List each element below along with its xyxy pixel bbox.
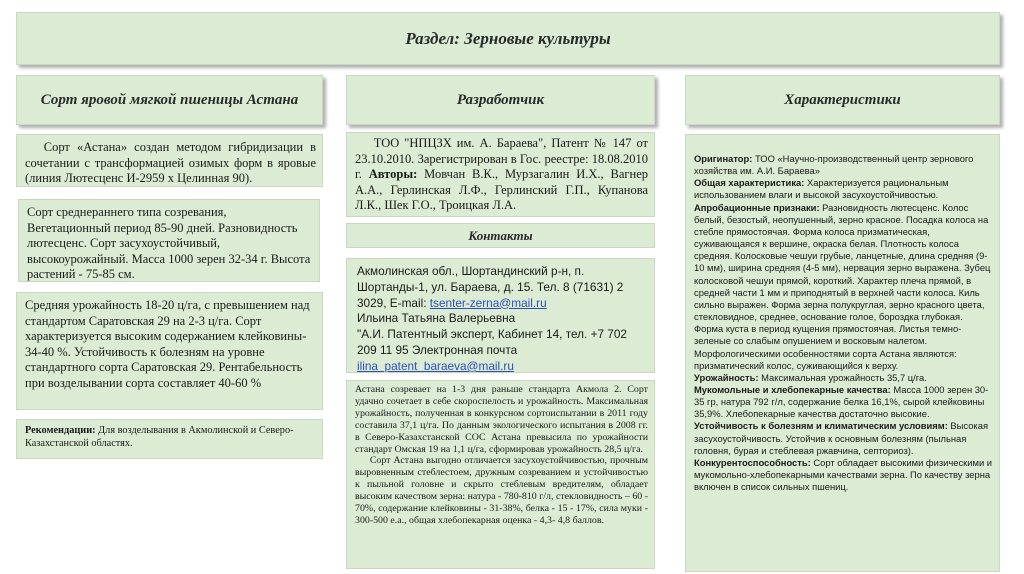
title-banner — [16, 12, 1000, 65]
recommendations-label: Рекомендации: — [25, 425, 96, 436]
char-competitiveness-text: Сорт обладает высокими физическими и мукомольно-хлебопекарными качествами зерна. По качеству зерна включен в список сильных пшениц. — [694, 456, 993, 493]
developer-paragraph — [355, 136, 648, 214]
char-yield-text: Максимальная урожайность 35,7 ц/га. — [758, 371, 927, 383]
yield-box — [16, 292, 323, 410]
characteristics-header — [685, 75, 1000, 125]
developer-title: Разработчик — [456, 91, 545, 108]
contacts-title: Контакты — [468, 227, 533, 243]
char-originator-text: ТОО «Научно-производственный центр зернового хозяйства им. А.И. Бараева» — [694, 153, 974, 177]
authors-text: Мовчан В.К., Мурзагалин И.Х., Вагнер А.А., Герлинская Л.Ф., Герлинский Г.П., Купанова Л.К., Шек Г.О., Троицкая Л.А. — [355, 167, 648, 213]
char-approbation — [694, 202, 993, 372]
char-originator — [694, 153, 993, 177]
summary-paragraph-1: Астана созревает на 1-3 дня раньше стандарта Акмола 2. Сорт удачно сочетает в себе скороспелость и урожайность. Максимальная урожайность, полученная в конкурсном сортоиспытании в 2011 году составила 37,1 ц/га. По данным экологического испытания в 2008 гг. в Северо-Казахстанской СОС Астана превысила по урожайности стандарт Омская 19 на 1,1 ц/га, сформировав урожайность 28,5 ц/га. — [355, 384, 648, 455]
authors-label: Авторы: — [368, 167, 418, 182]
recommendations-text: Для возделывания в Акмолинской и Северо-Казахстанской областях. — [25, 425, 294, 449]
characteristics-title: Характеристики — [784, 91, 901, 108]
contacts-header — [346, 223, 655, 248]
char-milling — [694, 384, 993, 420]
page-title: Раздел: Зерновые культуры — [405, 28, 611, 48]
char-originator-label: Оригинатор: — [694, 153, 753, 164]
email-link-patent[interactable]: ilina_patent_baraeva@mail.ru — [357, 358, 514, 373]
char-resistance-text: Высокая засухоустойчивость. Устойчив к основным болезням (пыльная головня, бурая и стеблевая ржавчина, септориоз). — [694, 420, 989, 456]
char-milling-text: Масса 1000 зерен 30-35 гр, натура 792 г/л, содержание белка 16,1%, сырой клейковины 35,9%. Хлебопекарные качества достаточно высокие. — [694, 383, 989, 420]
char-competitiveness-label: Конкурентоспособность: — [694, 456, 811, 468]
variety-header — [16, 75, 323, 125]
char-yield — [694, 372, 993, 384]
recommendations-paragraph — [25, 425, 316, 450]
summary-box — [346, 380, 655, 569]
developer-box — [346, 132, 655, 217]
char-general-label: Общая характеристика: — [694, 177, 805, 189]
developer-text: ТОО "НПЦЗХ им. А. Бараева", Патент № 147 от 23.10.2010. Зарегистрирован в Гос. реестре: 18.08.2010 г. — [355, 136, 648, 182]
char-general-text: Характеризуется рациональным использованием влаги и высокой засухоустойчивостью. — [694, 177, 949, 201]
char-yield-label: Урожайность: — [694, 371, 759, 383]
char-resistance — [694, 420, 993, 456]
contact-person: Ильина Татьяна Валерьевна — [357, 311, 516, 326]
contacts-paragraph — [357, 264, 648, 373]
origin-text: Сорт «Астана» создан методом гибридизации в сочетании с трансформацией озимых форм в яровые (линия Лютесценс И-2959 х Целинная 90). — [25, 140, 316, 186]
variety-title: Сорт яровой мягкой пшеницы Астана — [40, 91, 299, 108]
recommendations-box — [16, 419, 323, 459]
char-milling-label: Мукомольные и хлебопекарные качества: — [694, 383, 891, 395]
yield-text: Средняя урожайность 18-20 ц/га, с превышением над стандартом Саратовская 29 на 2-3 ц/га. Сорт характеризуется высоким содержанием клейковины- 34-40 %. Устойчивость к болезням на уровне стандартного сорта Саратовская 29. Рентабельность при возделывании сорта составляет 40-60 % — [25, 298, 310, 390]
email-link-center[interactable]: tsenter-zerna@mail.ru — [429, 295, 547, 310]
char-competitiveness — [694, 457, 993, 493]
char-general — [694, 177, 993, 201]
developer-header — [346, 75, 655, 125]
origin-box — [16, 134, 323, 187]
char-resistance-label: Устойчивость к болезням и климатическим условиям: — [694, 420, 948, 432]
char-approbation-text: Разновидность лютесценс. Колос белый, безостый, неопушенный, зерно красное. Посадка колоса на стебле прямостоячая. Форма колоса призматическая, суживающаяся к вершине, окраска белая. Плотность колоса средняя. Колосковые чешуи грубые, ланцетные, длина средняя (9-10 мм), ширина средняя (4-5 мм), нервация зерно выражена. Зубец колосковой чешуи прямой, короткий. Характер плеча прямой, в средней части 1 мм и приподнятый в верхней части колоса. Киль сильно выражен. Форма зерна полукруглая, зерно красного цвета, стекловидное, среднее, основание голое, бороздка глубокая. Форма куста в период кущения прямостоячая. Листья темно-зеленые со слабым опушением и восковым налетом. Морфологическими особенностями сорта Астана являются: призматический колос, суживающийся к верху. — [694, 201, 991, 371]
contact-address: Акмолинская обл., Шортандинский р-н, п. Шортанды-1, ул. Бараева, д. 15. Тел. 8 (71631) 2 3029, E-mail: — [357, 264, 624, 310]
description-box — [18, 199, 320, 282]
characteristics-box — [685, 134, 1000, 572]
description-text: Сорт среднераннего типа созревания, Вегетационный период 85-90 дней. Разновидность лютесценс. Сорт засухоустойчивый, высокоурожайный. Масса 1000 зерен 32-34 г. Высота растений - 75-85 см. — [27, 205, 311, 282]
summary-paragraph-2: Сорт Астана выгодно отличается засухоустойчивостью, прочным выровненным стеблестоем, дружным созреванием и устойчивостью к пыльной головне и скрыто стеблевым вредителям, обладает высоким качеством зерна: натура - 780-810 г/л, стекловидность – 60 - 70%, содержание клейковины - 31-38%, белка - 15 - 17%, сила муки - 300-500 е.а., общая хлебопекарная оценка - 4,3- 4,8 баллов. — [355, 455, 648, 526]
contacts-box — [346, 258, 655, 373]
contact-patent: "А.И. Патентный эксперт, Кабинет 14, тел. +7 702 209 11 95 Электронная почта — [357, 327, 627, 357]
char-approbation-label: Апробационные признаки: — [694, 201, 820, 213]
